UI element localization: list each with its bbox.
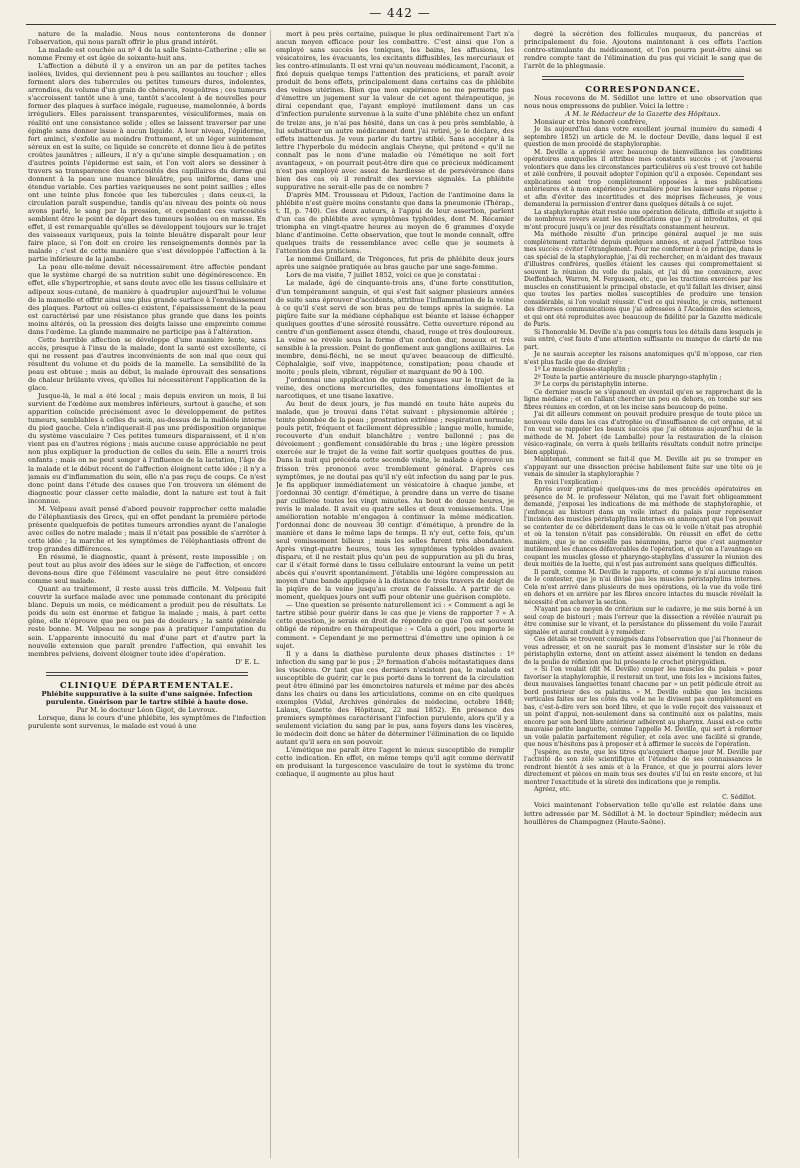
paragraph: Il paraît, comme M. Deville le rapporte, et comme je n'ai aucune raison de le contester, que je n'ai divisé pas les muscles péristaphylins internes. Cela m'est arrivé dans plusieurs de mes opérations, où la vue du voile tiré en dehors et en arrière par les fibres encore intactes du muscle révélait la nécessité d'en achever la section. — [524, 568, 762, 606]
column-separator — [270, 30, 271, 1158]
paragraph: Si l'honorable M. Deville n'a pas compris tous les détails dans lesquels je suis entré, c'est faute d'une attention suffisante ou manque de clarté de ma part. — [524, 328, 762, 351]
paragraph: M. Deville a apprécié avec beaucoup de bienveillance les conditions opératoires auxquelles il attribue mes constants succès ; et j'avouerai volontiers que dans les circonstances particulières où s'est trouvé cet habile et zélé confrère, il pouvait adopter l'opinion qu'il a exposée. Cependant ses explications sont trop complètement opposées à mes publications antérieures et à mon expérience journalière pour les laisser sans réponse ; et afin d'éviter des incertitudes et des méprises fâcheuses, je vous demanderai la permission d'entrer dans quelques détails à ce sujet. — [524, 148, 762, 209]
paragraph: 1º Le muscle glosso-staphylin ; — [534, 366, 630, 374]
paragraph: Jusque-là, le mal a été local ; mais depuis environ un mois, il lui survient de l'œdème aux membres inférieurs, surtout à gauche, et son apparition coïncide précisément avec le développement de petites tumeurs, semblables à celles du sein, au-dessus de la malléole interne du pied gauche. Cela n'indiquerait-il pas une prédisposition organique du système vasculaire ? Ces petites tumeurs disparaissent, et il n'en vient pas en d'autres régions ; mais aucune cause appréciable ne peut non plus expliquer la production de celles du sein. Elle a nourri trois enfants ; mais on ne peut songer à l'influence de la lactation, l'âge de la malade et le début récent de l'affection éloignent cette idée ; il n'y a jamais eu d'inflammation du sein, elle n'a pas reçu de coups. Ce n'est donc point dans l'étude des causes que l'on trouvera un élément de diagnostic pour classer cette maladie, dont la nature est tout à fait inconnue. — [28, 392, 266, 505]
paragraph: degré la sécrétion des follicules muqueux, du pancréas et principalement du foie. Ajoutons maintenant à ces effets l'action contro-stimulante du médicament, et l'on pourra peut-être ainsi se rendre compte tant de l'élimination du pus qui viciait le sang que de l'arrêt de la phlegmasie. — [524, 30, 762, 71]
paragraph: Le nommé Guillard, de Trégonces, fut pris de phlébite deux jours après une saignée pratiquée au bras gauche par une sage-femme. — [276, 255, 514, 272]
column-middle — [276, 30, 514, 1160]
paragraph: nature de la maladie. Nous nous contenterons de donner l'observation, qui nous paraît offrir le plus grand intérêt. — [28, 30, 266, 47]
paragraph: N'ayant pas ce moyen de critérium sur le cadavre, je me suis borné à un seul coup de bistouri ; mais l'erreur que la dissection a révélée n'aurait pu être commise sur le vivant, et la persistance du plissement du voile l'aurait signalée et aurait conduit à y remédier. — [524, 606, 762, 636]
column-left — [28, 30, 266, 1160]
paragraph: Ce dernier muscle se s'épanouit en éventail qu'en se rapprochant de la ligne médiane ; et en l'allant chercher un peu en dehors, on tombe sur ses fibres réunies en cordon, et on les incise sans beaucoup de peine. — [524, 388, 762, 411]
paragraph: Agréez, etc. — [534, 786, 571, 794]
paragraph: M. Velpeau avait pensé d'abord pouvoir rapprocher cette maladie de l'éléphantiasis des Grecs, qui en effet pendant la première période présente quelquefois de petites tumeurs arrondies ayant de l'analogie avec celles de notre malade ; mais il n'était pas possible de s'arrêter à cette idée ; la marche et les symptômes de l'éléphantiasis offrent de trop grandes différences. — [28, 504, 266, 553]
article-author: Par M. le docteur Léon Gigot, de Levroux. — [76, 705, 218, 714]
paragraph: Maintenant, comment se fait-il que M. Deville ait pu se tromper en s'appuyant sur une dissection précise habilement faite sur une tête où je venais de simuler la staphyloraphie ? — [524, 456, 762, 479]
paragraph: J'espère, au reste, que les titres qu'acquiert chaque jour M. Deville par l'activité de son zèle scientifique et l'étendue de ses connaissances le rendront bientôt à ses amis et à la France, et que je pourrai alors lever directement et pièces en main tous ses doutes s'il lui en reste encore, et lui montrer l'exactitude et la sûreté des indications que je remplis. — [524, 748, 762, 786]
page-number: — 442 — — [369, 6, 431, 20]
section-title: CLINIQUE DÉPARTEMENTALE. — [59, 680, 235, 691]
paragraph: « Si l'on voulait (dit M. Deville) couper les muscles du palais » pour favoriser la staphyloraphie, il resterait un tout, une fois les » incisions faites, deux mauvaises languettes tenant chacune par » un petit pédicule étroit au bord postérieur des os palatins. » M. Deville oublie que les incisions verticales faites sur les côtés du voile ne le divisent pas complètement en bas, c'est-à-dire vers son bord libre, et que le voile reçoit des vaisseaux et un point d'appui, non-seulement dans sa continuité aux os palatins, mais encore par son bord libre antérieur adhérent au pharynx. Aussi est-ce cette mauvaise petite languette, comme l'appelle M. Deville, qui sert à reformer un voile palatin parfaitement régulier, et cela avec une facilité si grande, que nous n'hésitons pas à proposer et à affirmer le succès de l'opération. — [524, 666, 762, 749]
paragraph: La malade est couchée au nº 4 de la salle Sainte-Catherine ; elle se nomme Fremy et est âgée de soixante-huit ans. — [28, 46, 266, 63]
paragraph: Nous recevons de M. Sédillot une lettre et une observation que nous nous empressons de publier. Voici la lettre : — [524, 94, 762, 111]
letter-body — [524, 126, 762, 794]
letter-salutation: Monsieur et très honoré confrère, — [534, 118, 648, 127]
paragraph: J'ai dit ailleurs comment on pouvait produire presque de toute pièce un nouveau voile dans les cas d'atrophie ou d'insuffisance de cet organe, et si l'on veut se rappeler les beaux succès que j'ai obtenus aujourd'hui de la méthode de M. Jobert (de Lamballe) pour la restauration de la cloison vésico-vaginale, on verra à quels brillants résultats conduit notre principe bien appliqué. — [524, 411, 762, 456]
column-right — [524, 30, 762, 1160]
column-separator — [518, 30, 519, 1158]
paragraph: Il y a dans la diathèse purulente deux phases distinctes : 1º infection du sang par le pus ; 2º formation d'abcès métastatiques dans les viscères. Or tant que ces derniers n'existent pas, le malade est susceptible de guérir, car le pus porté dans le torrent de la circulation peut être éliminé par les émonctoires naturels et même par des abcès dans les chairs ou dans les articulations, comme on en cite quelques exemples (Vidal, Archives générales de médecine, octobre 1848; Lalaux, Gazette des Hôpitaux, 22 mai 1852). En présence des premiers symptômes caractérisant l'infection purulente, alors qu'il y a seulement viciation du sang par le pus, sans foyers dans les viscères, le médecin doit donc se hâter de déterminer l'élimination de ce liquide autant qu'il sera en son pouvoir. — [276, 649, 514, 747]
paragraph: Lors de ma visite, 7 juillet 1852, voici ce que je constatai : — [286, 271, 481, 280]
paragraph: L'affection a débuté il y a environ un an par de petites taches isolées, livides, qui deviennent peu à peu saillantes au toucher ; elles forment alors des tubercules ou petites tumeurs dures, indolentes, arrondies, du volume d'un grain de chènevis, rougeâtres ; ces tumeurs s'accroissent tantôt une à une, tantôt s'accolent à de nouvelles pour former des plaques à surface inégale, rugueuse, mamelonnée, à bords irréguliers. Elles paraissent transparentes, vésiculiformes, mais en réalité ont une consistance solide ; elles se laissent traverser par une épingle sans donner issue à aucun liquide. A leur niveau, l'épiderme, fort aminci, s'exfolie au moindre frottement, et un léger suintement séreux en est la suite, ce liquide se concrète et donne lieu à de petites croûtes jaunâtres ; ailleurs, il n'y a qu'une simple desquamation ; en d'autres points l'épiderme est sain, et l'on voit alors se dessiner à travers sa transparence des varicosités des capillaires du derme qui donnent à la peau une nuance bleuâtre, peu uniforme, dans une étendue variable. Ces parties variqueuses ne sont point saillies ; elles ont une teinte plus foncée que les tubercules ; dans ceux-ci, la circulation paraît suspendue, tandis qu'au niveau des points où nous avons parlé, le sang par la pression, et cependant ces varicosités semblent être le point de départ des tumeurs isolées ou en masse. En effet, il est remarquable qu'elles se développent toujours sur le trajet des vaisseaux variqueux, puis la teinte bleuâtre disparaît pour leur faire place, si l'on doit en croire les renseignements donnés par la malade ; c'est de cette manière que s'est développée l'affection à la partie inférieure de la jambe. — [28, 62, 266, 264]
article-body — [28, 30, 266, 658]
article-signature: D' E. L. — [235, 657, 260, 666]
paragraph: D'après MM. Trousseau et Pidoux, l'action de l'antimoine dans la phlébite n'est guère moins constante que dans la pneumonie (Thérap., t. II, p. 740). Ces deux auteurs, à l'appui de leur assertion, parlent d'un cas de phlébite avec symptômes typhoïdes, dont M. Récamier triompha en vingt-quatre heures au moyen de 6 grammes d'oxyde blanc d'antimoine. Cette observation, que tout le monde connaît, offre quelques traits de ressemblance avec celle que je soumets à l'attention des praticiens. — [276, 190, 514, 256]
article-body — [276, 30, 514, 778]
paragraph: Après avoir pratiqué quelques-uns de mes procédés opératoires en présence de M. le professeur Nélaton, qui me l'avait fort obligeamment demandé, j'exposai les indications de ma méthode de staphyloraphie, et j'enfonçai au bistouri dans un voile intact du palais pour représenter l'incision des muscles péristaphylins internes en annonçant que l'on pouvait se contenter de ce débridement dans le cas où le voile n'était pas atrophié et où la tension n'était pas considérable. On réussit en effet de cette manière, que je ne conseille pas néanmoins, parce que c'est augmenter inutilement les chances défavorables de l'opération, et qu'on a l'avantage en coupant les muscles glosso et pharyngo-staphylins d'assurer la réunion des deux moitiés de la luette, qui n'est pas autrement sans quelques difficultés. — [524, 486, 762, 569]
paragraph: J'ordonnai une application de quinze sangsues sur le trajet de la veine, des onctions mercurielles, des fomentations émollientes et narcotiques, et une tisane laxative. — [276, 376, 514, 401]
section-divider — [542, 76, 744, 80]
paragraph: La peau elle-même devait nécessairement être affectée pendant que le système chargé de sa nutrition subit une dégénérescence. En effet, elle s'hypertrophie, et sans doute avec elle les tissus cellulaire et adipeux sous-cutané, de manière à quadrupler aujourd'hui le volume de la mamelle et offrir ainsi une plus grande surface à l'envahissement des plaques. Partout où celles-ci existent, l'épaississement de la peau est caractérisé par une résistance plus grande que dans les points moins altérés, où la pression des doigts laisse une empreinte comme dans l'œdème. La glande mammaire ne participe pas à l'altération. — [28, 263, 266, 336]
section-title: CORRESPONDANCE. — [585, 85, 701, 96]
paragraph: mort à peu près certaine, puisque le plus ordinairement l'art n'a aucun moyen efficace pour les combattre. C'est ainsi que l'on a employé sans succès les toniques, les bains, les affusions, les vésicatoires, les évacuants, les excitants diffusibles, les mercuriaux et les contro-stimulants. Il est vrai qu'un nouveau médicament, l'aconit, a fixé depuis quelque temps l'attention des praticiens, et paraît avoir produit de bons effets, principalement dans certains cas de phlébite des veines utérines. Bien que mon expérience ne me permette pas d'émettre un jugement sur la valeur de cet agent thérapeutique, je dirai cependant que, l'ayant employé inutilement dans un cas d'infection purulente survenue à la suite d'une phlébite chez un enfant de treize ans, je n'ai pas hésité, dans un cas à peu près semblable, à lui substituer un autre médicament dont j'ai retiré, je le déclare, des effets inattendus. Je veux parler du tartre stibié. Sans accepter à la lettre l'hyperbole du médecin anglais Cheyne, qui prétend « qu'il ne connaît pas le nom d'une maladie où l'émétique ne soit fort avantageux, » on pourrait peut-être dire que ce précieux médicament n'est pas employé avec assez de hardiesse et de persévérance dans bien des cas où il rendrait des services signalés. La phlébite suppurative ne serait-elle pas de ce nombre ? — [276, 30, 514, 191]
paragraph: — Une question se présente naturellement ici : « Comment a agi le tartre stibié pour guérir dans le cas que je viens de rapporter ? » A cette question, je serais en droit de répondre ce que l'on est souvent obligé de répondre en thérapeutique : « Cela a guéri, peu importe le comment. » Cependant je me permettrai d'émettre une opinion à ce sujet. — [276, 601, 514, 650]
paragraph: En résumé, le diagnostic, quant à présent, reste impossible ; on peut tout au plus avoir des idées sur le siège de l'affection, et encore devons-nous dire que l'élément vasculaire ne peut être considéré comme seul malade. — [28, 553, 266, 586]
article-title: Phlébite suppurative à la suite d'une saignée. Infection purulente. Guérison par le tartre stibié à haute dose. — [41, 689, 253, 706]
paragraph: 3º Le corps du péristaphylin interne. — [534, 381, 648, 389]
paragraph: En voici l'explication : — [534, 478, 603, 486]
paragraph: Je ne saurais accepter les raisons anatomiques qu'il m'oppose, car rien n'est plus facile que de diviser : — [524, 351, 762, 366]
letter-addressee: A M. le Rédacteur de la Gazette des Hôpitaux. — [565, 110, 721, 119]
paragraph: Ces détails se trouvent consignés dans l'observation que j'ai l'honneur de vous adresser, et on ne saurait pas le moment d'insister sur le rôle du péristaphylin externe, dont on atteint assez aisément le tendon en dedans de la poulie de réflexion que lui présente le crochet ptérygoïdien. — [524, 636, 762, 666]
paragraph: Au bout de deux jours, je fus mandé en toute hâte auprès du malade, que je trouvai dans l'état suivant : physionomie altérée ; teinte plombée de la peau ; prostration extrême ; respiration normale; pouls petit, fréquent et facilement dépressible ; langue molle, humide, recouverte d'un enduit blanchâtre ; ventre ballonné ; pas de dévoiement ; gonflement considérable du bras ; une légère pression exercée sur le trajet de la veine fait sortir quelques gouttes de pus. Dans la nuit qui précéda cette seconde visite, le malade a éprouvé un frisson très prononcé avec tremblement général. D'après ces symptômes, je ne doutai pas qu'il n'y eût infection du sang par le pus. Je fis appliquer immédiatement un vésicatoire à chaque jambe, et j'ordonnai 30 centigr. d'émétique, à prendre dans un verre de tisane par cuillerée toutes les vingt minutes. Au bout de douze heures, je revis le malade. Il avait eu quatre selles et deux vomissements. Une amélioration notable m'engagea à continuer la même médication. J'ordonnai donc de nouveau 30 centigr. d'émétique, à prendre de la manière et dans le même laps de temps. Il n'y eut, cette fois, qu'un seul vomissement bilieux ; mais les selles furent très abondantes. Après vingt-quatre heures, tous les symptômes typhoïdes avaient disparu, et il ne restait plus qu'un peu de suppuration au pli du bras, car il s'était formé dans le tissu cellulaire entourant la veine un petit abcès qui s'ouvrit spontanément. J'établis une légère compression au moyen d'une bande appliquée à la distance de trois travers de doigt de la piqûre de la veine jusqu'au creux de l'aisselle. A partir de ce moment, quelques jours ont suffi pour obtenir une guérison complète. — [276, 400, 514, 602]
letter-signature: C. Sédillot. — [722, 793, 756, 801]
paragraph: L'émétique me paraît être l'agent le mieux susceptible de remplir cette indication. En effet, en même temps qu'il agit comme dérivatif en produisant la turgescence vasculaire de tout le système du tronc cœliaque, il augmente au plus haut — [276, 746, 514, 779]
paragraph: Lorsque, dans le cours d'une phlébite, les symptômes de l'infection purulente sont survenus, le malade est voué à une — [28, 713, 266, 730]
paragraph: 2º Toute la partie antérieure du muscle pharyngo-staphylin ; — [534, 373, 722, 381]
paragraph: Ma méthode résulte d'un principe général auquel je me suis complètement rattaché depuis quelques années, et auquel j'attribue tous mes succès : éviter l'étranglement. Pour me conformer à ce principe, dans le cas spécial de la staphyloraphie, j'ai dû rechercher, en m'aidant des travaux d'illustres confrères, quelles étaient les causes qui compromettaient si souvent la réunion du voile du palais, et j'ai dû me convaincre, avec Dieffenbach, Warren, M. Fergusson, etc., que les tractions exercées par les muscles en constituaient le principal obstacle, et qu'il fallait les diviser, ainsi que toutes les parties molles susceptibles de produire une tension considérable, si l'on voulait réussir. C'est ce qui résulte, je crois, nettement des diverses communications que j'ai adressées à l'Académie des sciences, et qui ont été reproduites avec beaucoup de fidélité par la Gazette médicale de Paris. — [524, 231, 762, 329]
paragraph: La staphyloraphie était restée une opération délicate, difficile et sujette à de nombreux revers avant les modifications que j'y ai introduites, et qui m'ont procuré jusqu'à ce jour des résultats constamment heureux. — [524, 208, 762, 231]
section-divider — [46, 672, 248, 676]
paragraph: Quant au traitement, il reste aussi très difficile. M. Velpeau fait couvrir la surface malade avec une pommade contenant du précipité blanc. Depuis un mois, ce médicament a produit peu de résultats. Le poids du sein est énorme et fatigue la malade ; mais, à part cette gêne, elle n'éprouve que peu ou pas de douleurs ; la santé générale reste bonne. M. Velpeau ne songe pas à pratiquer l'amputation du sein. L'apparente innocuité du mal d'une part et d'autre part la nouvelle extension que paraît prendre l'affection, qui envahit les membres pelviens, doivent éloigner toute idée d'opération. — [28, 585, 266, 658]
paragraph: Je lis aujourd'hui dans votre excellent journal (numéro du samedi 4 septembre 1852) un article de M. le docteur Deville, dans lequel il est question de mon procédé de staphyloraphie. — [524, 126, 762, 149]
header-rule — [26, 24, 776, 25]
paragraph: Voici maintenant l'observation telle qu'elle est relatée dans une lettre adressée par M. Sédillot à M. le docteur Spindler; médecin aux houillères de Champagnez (Haute-Saône). — [524, 801, 762, 826]
paragraph: Le malade, âgé de cinquante-trois ans, d'une forte constitution, d'un tempérament sanguin, et qui s'est fait saigner plusieurs années de suite sans éprouver d'accidents, attribue l'inflammation de la veine à ce qu'il s'est servi de son bras peu de temps après la saignée. La piqûre faite sur la médiane céphalique est béante et laisse échapper quelques gouttes d'une sérosité roussâtre. Cette ouverture répond au centre d'un gonflement assez étendu, chaud, rouge et très douloureux. La veine se révèle sous la forme d'un cordon dur, noueux et très sensible à la pression. Point de gonflement aux ganglions axillaires. Le membre, demi-fléchi, ne se meut qu'avec beaucoup de difficulté. Céphalalgie, soif vive, inappétence, constipation; peau chaude et moite ; pouls plein, vibrant, régulier et marquant de 90 à 100. — [276, 279, 514, 376]
paragraph: Cette horrible affection se développe d'une manière lente, sans accès, presque à l'insu de la malade, dont la santé est excellente, ci qui ne ressent pas d'autres inconvénients de son mal que ceux qui résultent du volume et du poids de la mamelle. La sensibilité de la peau est obtuse ; mais au début, la malade éprouvait des sensations de chaleur brûlante vives, qu'elles lui nécessitèrent l'application de la glace. — [28, 335, 266, 393]
